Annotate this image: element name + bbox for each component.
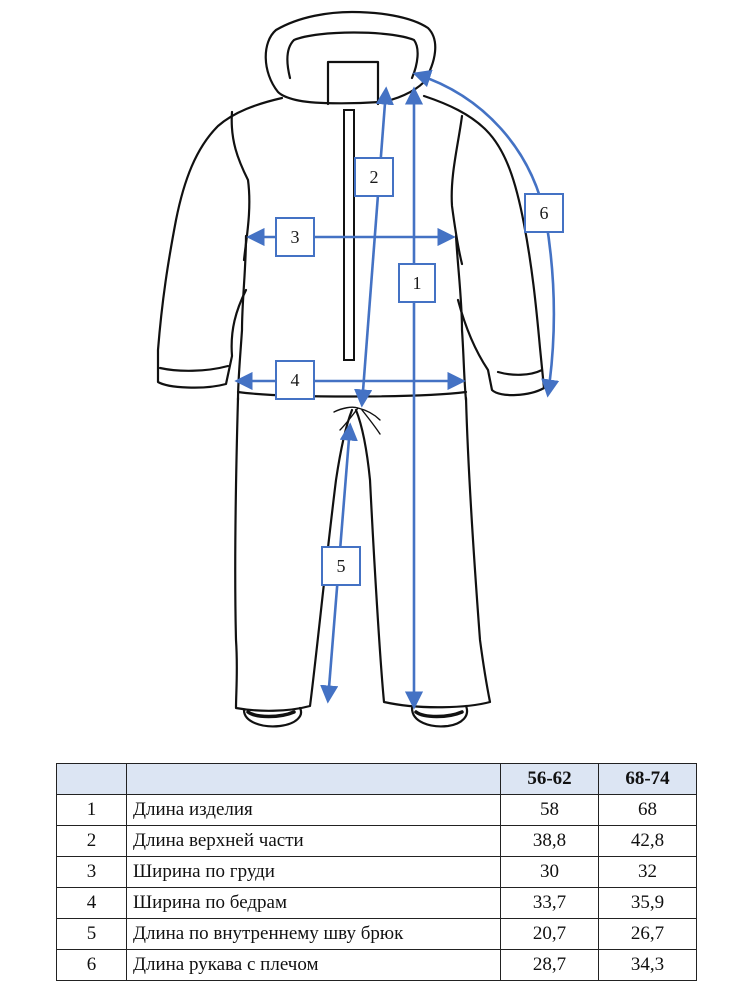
table-row — [57, 826, 697, 857]
callout-labels — [276, 158, 563, 585]
row-value-56-62: 28,7 — [501, 950, 599, 981]
svg-text:6: 6 — [539, 203, 549, 223]
zipper — [344, 110, 354, 360]
row-num: 2 — [57, 826, 127, 857]
table-row — [57, 857, 697, 888]
row-value-68-74: 34,3 — [599, 950, 697, 981]
header-size-56-62: 56-62 — [501, 764, 599, 795]
hood — [266, 12, 436, 103]
row-value-68-74: 32 — [599, 857, 697, 888]
header-num — [57, 764, 127, 795]
row-value-68-74: 35,9 — [599, 888, 697, 919]
row-num: 3 — [57, 857, 127, 888]
left-sleeve — [158, 98, 282, 388]
table-row — [57, 888, 697, 919]
row-value-68-74: 42,8 — [599, 826, 697, 857]
svg-text:2: 2 — [369, 167, 379, 187]
right-sleeve — [424, 96, 544, 395]
size-table-container — [56, 763, 696, 981]
row-value-68-74: 26,7 — [599, 919, 697, 950]
svg-text:1: 1 — [412, 273, 422, 293]
arrow-6 — [416, 74, 554, 394]
callout-4 — [276, 361, 314, 399]
row-num: 5 — [57, 919, 127, 950]
table-header-row — [57, 764, 697, 795]
row-value-56-62: 58 — [501, 795, 599, 826]
row-num: 4 — [57, 888, 127, 919]
callout-2 — [355, 158, 393, 196]
callout-3 — [276, 218, 314, 256]
table-row — [57, 919, 697, 950]
right-leg — [356, 398, 490, 707]
header-label — [127, 764, 501, 795]
callout-1 — [399, 264, 435, 302]
svg-text:3: 3 — [290, 227, 300, 247]
row-value-56-62: 30 — [501, 857, 599, 888]
callout-6 — [525, 194, 563, 232]
row-label: Длина по внутреннему шву брюк — [127, 919, 501, 950]
row-num: 6 — [57, 950, 127, 981]
row-value-56-62: 38,8 — [501, 826, 599, 857]
row-value-56-62: 20,7 — [501, 919, 599, 950]
row-value-56-62: 33,7 — [501, 888, 599, 919]
row-label: Ширина по груди — [127, 857, 501, 888]
header-size-68-74: 68-74 — [599, 764, 697, 795]
jumpsuit-outline — [158, 12, 544, 726]
row-label: Длина рукава с плечом — [127, 950, 501, 981]
table-row — [57, 795, 697, 826]
table-row — [57, 950, 697, 981]
hood-opening — [287, 33, 417, 79]
callout-5 — [322, 547, 360, 585]
row-value-68-74: 68 — [599, 795, 697, 826]
svg-text:4: 4 — [290, 370, 300, 390]
svg-text:5: 5 — [336, 556, 346, 576]
arrow-2 — [362, 90, 386, 404]
row-label: Длина верхней части — [127, 826, 501, 857]
row-label: Ширина по бедрам — [127, 888, 501, 919]
row-label: Длина изделия — [127, 795, 501, 826]
row-num: 1 — [57, 795, 127, 826]
size-table — [56, 763, 697, 981]
